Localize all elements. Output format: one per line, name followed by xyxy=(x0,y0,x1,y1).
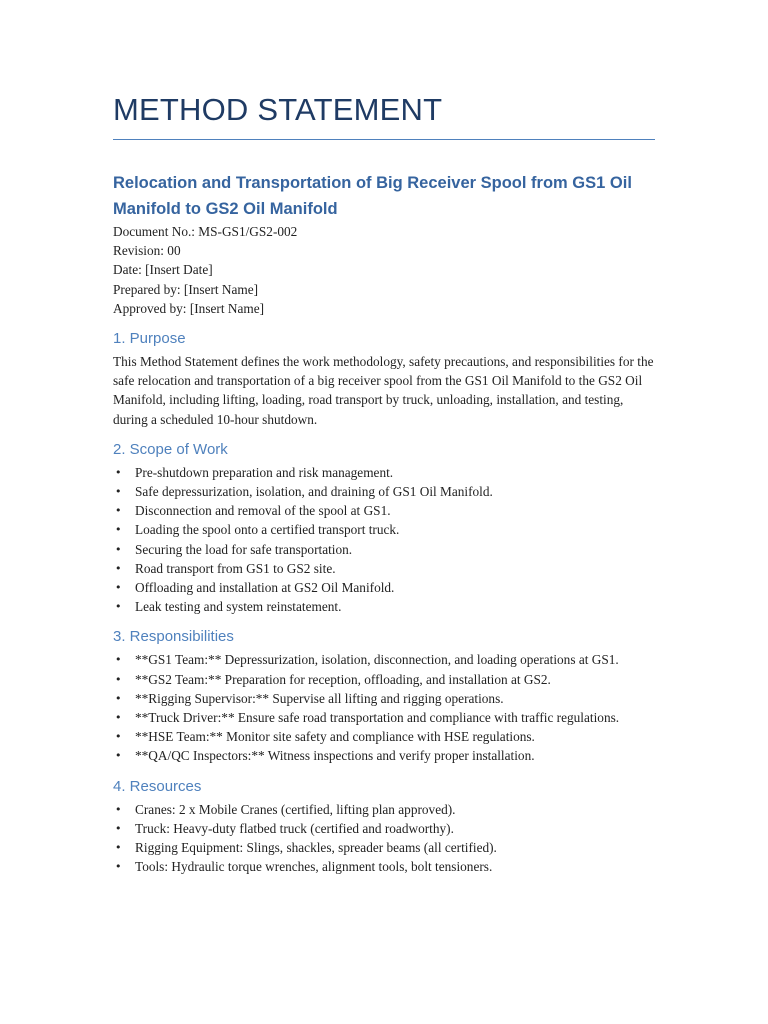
list-item: • **HSE Team:** Monitor site safety and compliance with HSE regulations. xyxy=(113,727,658,746)
list-item: • **QA/QC Inspectors:** Witness inspections and verify proper installation. xyxy=(113,746,658,765)
bullet-icon: • xyxy=(115,691,122,705)
bullet-icon: • xyxy=(115,542,122,556)
list-item: • Safe depressurization, isolation, and draining of GS1 Oil Manifold. xyxy=(113,482,658,501)
list-item: • Pre-shutdown preparation and risk management. xyxy=(113,463,658,482)
bullet-icon: • xyxy=(115,860,122,874)
list-item: • Truck: Heavy-duty flatbed truck (certified and roadworthy). xyxy=(113,819,658,838)
bullet-icon: • xyxy=(115,841,122,855)
list-item: • **Rigging Supervisor:** Supervise all lifting and rigging operations. xyxy=(113,689,658,708)
list-item: • Loading the spool onto a certified transport truck. xyxy=(113,520,658,539)
revision: Revision: 00 xyxy=(113,243,181,259)
bullet-icon: • xyxy=(115,561,122,575)
list-item: • Disconnection and removal of the spool at GS1. xyxy=(113,501,658,520)
scope-list xyxy=(113,463,658,617)
bullet-icon: • xyxy=(115,653,122,667)
purpose-text: This Method Statement defines the work methodology, safety precautions, and responsibilities for the safe relocation and transportation of a big receiver spool from the GS1 Oil Manifold to the GS2 Oil Manifold, including lifting, loading, road transport by truck, unloading, installation, and testing, during a scheduled 10-hour shutdown. xyxy=(113,354,654,427)
responsibilities-list xyxy=(113,650,658,765)
document-number: Document No.: MS-GS1/GS2-002 xyxy=(113,224,298,239)
section-heading-resources: 4. Resources xyxy=(113,777,202,795)
list-item: • **Truck Driver:** Ensure safe road transportation and compliance with traffic regulations. xyxy=(113,708,658,727)
bullet-icon: • xyxy=(115,485,122,499)
list-item: • Offloading and installation at GS2 Oil Manifold. xyxy=(113,578,658,597)
bullet-icon: • xyxy=(115,749,122,763)
bullet-icon: • xyxy=(115,802,122,816)
bullet-icon: • xyxy=(115,711,122,725)
document-title: METHOD STATEMENT xyxy=(113,92,443,127)
bullet-icon: • xyxy=(115,600,122,614)
list-item: • Tools: Hydraulic torque wrenches, alignment tools, bolt tensioners. xyxy=(113,857,658,876)
bullet-icon: • xyxy=(115,523,122,537)
bullet-icon: • xyxy=(115,504,122,518)
date: Date: [Insert Date] xyxy=(113,262,213,278)
document-meta xyxy=(113,222,658,318)
document-body xyxy=(113,222,658,876)
bullet-icon: • xyxy=(115,821,122,835)
list-item: • Leak testing and system reinstatement. xyxy=(113,597,658,616)
section-heading-purpose: 1. Purpose xyxy=(113,330,186,348)
bullet-icon: • xyxy=(115,581,122,595)
bullet-icon: • xyxy=(115,465,122,479)
bullet-icon: • xyxy=(115,672,122,686)
list-item: • Cranes: 2 x Mobile Cranes (certified, lifting plan approved). xyxy=(113,800,658,819)
prepared-by: Prepared by: [Insert Name] xyxy=(113,281,259,297)
bullet-icon: • xyxy=(115,730,122,744)
approved-by: Approved by: [Insert Name] xyxy=(113,300,265,316)
section-heading-scope: 2. Scope of Work xyxy=(113,440,228,458)
document-subtitle: Relocation and Transportation of Big Receiver Spool from GS1 Oil Manifold to GS2 Oil Manifold xyxy=(113,174,632,218)
list-item: • **GS2 Team:** Preparation for reception, offloading, and installation at GS2. xyxy=(113,670,658,689)
list-item: • Road transport from GS1 to GS2 site. xyxy=(113,559,658,578)
section-heading-responsibilities: 3. Responsibilities xyxy=(113,628,234,646)
title-divider xyxy=(113,139,655,140)
list-item: • Securing the load for safe transportation. xyxy=(113,540,658,559)
list-item: • Rigging Equipment: Slings, shackles, spreader beams (all certified). xyxy=(113,838,658,857)
list-item: • **GS1 Team:** Depressurization, isolation, disconnection, and loading operations at GS1. xyxy=(113,650,658,669)
resources-list xyxy=(113,800,658,877)
